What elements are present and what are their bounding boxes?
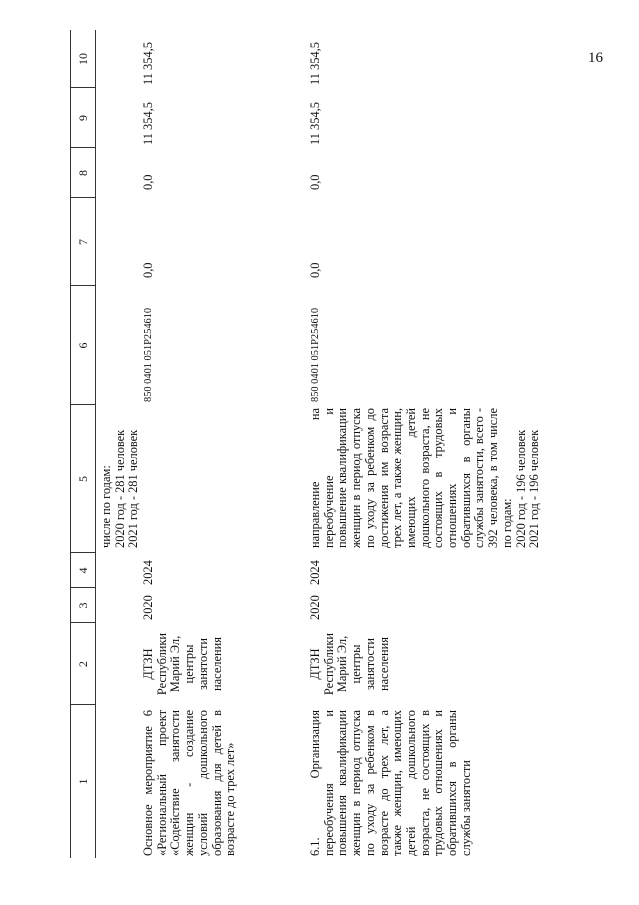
row-1-start-year: 2020: [141, 595, 155, 620]
page-number: 16: [588, 50, 603, 66]
row-2-outcome: направление на переобучение и повышение квалификации женщин в период отпуска по уходу за ребенком до достижения им возраста трех лет, а также женщин, имеющих детей дошкольного возраста, не состоящих в трудовых отношениях и обратившихся в органы службы занятости, всего - 392 человека, в том числе по годам: 2020 год - 196 человек 2021 год - 196 человек: [308, 408, 542, 548]
column-number-8: 8: [76, 170, 90, 176]
row-1-end-year: 2024: [141, 560, 155, 585]
row-1-value-9: 11 354,5: [141, 102, 155, 145]
column-number-2: 2: [76, 661, 90, 667]
row-2-end-year: 2024: [308, 560, 322, 585]
continuation-outcome-text: числе по годам: 2020 год - 281 человек 2021 год - 281 человек: [99, 429, 141, 548]
row-2-value-7: 0,0: [308, 262, 322, 278]
row-1-budget-code: 850 0401 051P254610: [143, 307, 154, 402]
table-header-bottom-border: [95, 30, 96, 858]
row-2-start-year: 2020: [308, 595, 322, 620]
column-number-6: 6: [76, 342, 90, 349]
column-number-10: 10: [76, 53, 90, 65]
column-number-3: 3: [76, 602, 90, 609]
column-number-9: 9: [76, 115, 90, 121]
column-number-5: 5: [76, 476, 90, 482]
row-2-executor: ДТЗН Республики Марий Эл, центры занятости населения: [308, 632, 391, 696]
row-2-value-8: 0,0: [308, 174, 322, 190]
row-1-value-7: 0,0: [141, 262, 155, 278]
table-top-border: [70, 30, 71, 858]
row-2-activity-name: 6.1. Организация переобучения и повышения квалификации женщин в период отпуска по уходу за ребенком в возрасте до трех лет, а также женщин, имеющих детей дошкольного возраста, не состоящих в трудовых отношениях и обратившихся в органы службы занятости: [308, 710, 473, 856]
row-2-value-9: 11 354,5: [308, 102, 322, 145]
column-number-4: 4: [76, 567, 90, 574]
row-1-value-10: 11 354,5: [141, 42, 155, 85]
row-1-executor: ДТЗН Республики Марий Эл, центры занятости населения: [141, 632, 224, 696]
row-2-budget-code: 850 0401 051P254610: [310, 307, 321, 402]
row-2-value-10: 11 354,5: [308, 42, 322, 85]
row-1-activity-name: Основное мероприятие 6 «Региональный проект «Содействие занятости женщин - создание условий дошкольного образования для детей в возрасте до трех лет»: [141, 710, 238, 856]
column-number-1: 1: [76, 778, 90, 785]
column-number-7: 7: [76, 239, 90, 245]
row-1-value-8: 0,0: [141, 174, 155, 190]
rotated-table: [0, 28, 639, 878]
